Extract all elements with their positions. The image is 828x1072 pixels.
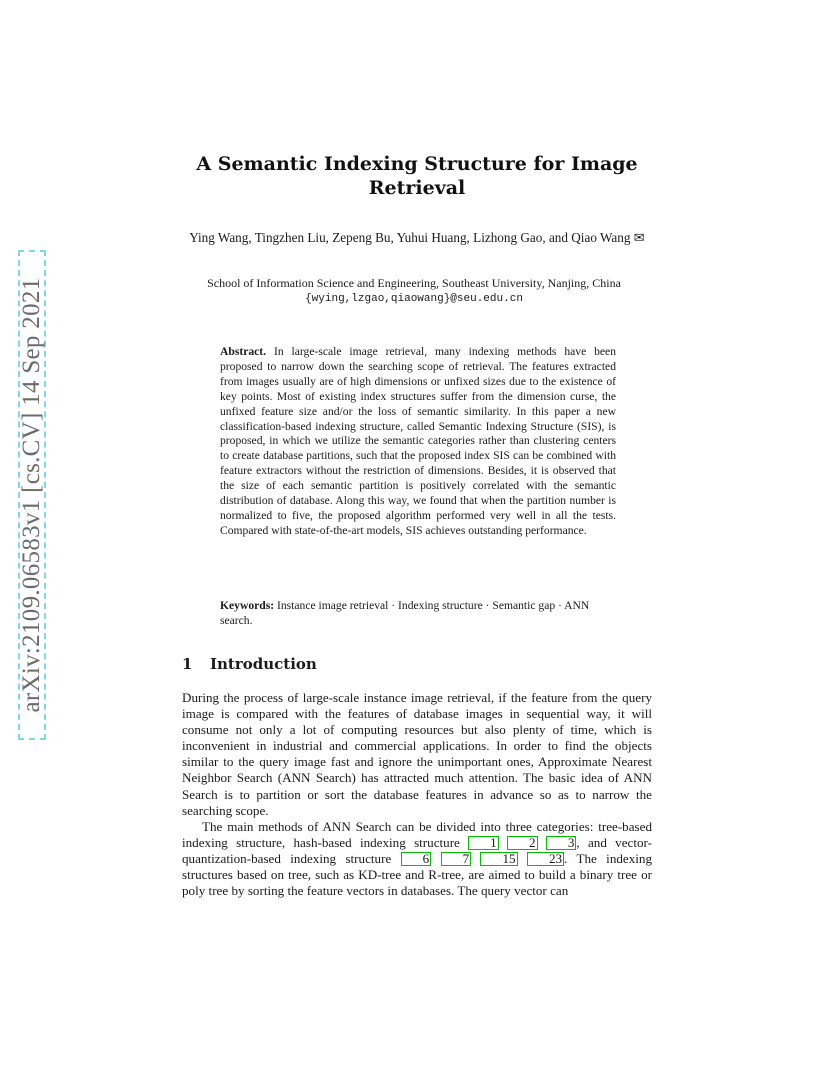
paper-title: A Semantic Indexing Structure for Image Retrieval — [196, 153, 638, 199]
keywords-text: Instance image retrieval · Indexing structure · Semantic gap · ANN search. — [220, 599, 590, 627]
paragraph: During the process of large-scale instance image retrieval, if the feature from the query image is compared with the features of database images in sequential way, it will consume not only a lot of computing resources but also plenty of time, which is inconvenient in industrial and commercial applications. In order to find the objects similar to the query image fast and ignore the unimportant ones, Approximate Nearest Neighbor Search (ANN Search) has attracted much attention. The basic idea of ANN Search is to partition or sort the database features in advance so as to narrow the searching scope. — [182, 690, 652, 818]
arxiv-side-stamp[interactable] — [18, 250, 46, 740]
citation-link[interactable]: 1 — [468, 836, 499, 850]
keywords — [220, 598, 616, 628]
citation-link[interactable]: 23 — [527, 852, 564, 866]
abstract — [220, 345, 616, 539]
affiliation: School of Information Science and Engineering, Southeast University, Nanjing, China — [207, 276, 621, 290]
abstract-label: Abstract. — [220, 345, 267, 358]
affiliation-block — [150, 275, 678, 307]
citation-link[interactable]: 7 — [441, 852, 472, 866]
section-heading — [182, 655, 317, 673]
citation-link[interactable]: 15 — [480, 852, 517, 866]
paragraph-text: The main methods of ANN Search can be divided into three categories: tree-based indexing structure, hash-based indexing structure — [182, 818, 652, 850]
section-number: 1 — [182, 655, 193, 673]
envelope-icon: ✉ — [633, 230, 645, 245]
citation-link[interactable]: 3 — [546, 836, 577, 850]
abstract-text: In large-scale image retrieval, many indexing methods have been proposed to narrow down the searching scope of retrieval. The features extracted from images usually are of high dimensions or unfixed sizes due to the existence of key points. Most of existing index structures suffer from the dimension curse, the unfixed feature size and/or the loss of semantic similarity. In this paper a new classification-based indexing structure, called Semantic Indexing Structure (SIS), is proposed, in which we utilize the semantic categories rather than clustering centers to create database partitions, such that the proposed index SIS can be combined with feature extractors without the restriction of dimensions. Besides, it is observed that the size of each semantic partition is positively correlated with the semantic distribution of database. Along this way, we found that when the partition number is normalized to five, the proposed algorithm performed very well in all the tests. Compared with state-of-the-art models, SIS achieves outstanding performance. — [220, 345, 616, 537]
arxiv-identifier[interactable]: arXiv:2109.06583v1 [cs.CV] 14 Sep 2021 — [18, 277, 45, 713]
author-names: Ying Wang, Tingzhen Liu, Zepeng Bu, Yuhui Huang, Lizhong Gao, and Qiao Wang — [189, 230, 631, 245]
section-title: Introduction — [210, 655, 317, 673]
citation-link[interactable]: 2 — [507, 836, 538, 850]
introduction-body — [182, 690, 652, 899]
author-emails: {wying,lzgao,qiaowang}@seu.edu.cn — [305, 293, 523, 305]
keywords-label: Keywords: — [220, 599, 275, 612]
paragraph-text: , and vector-quantization-based indexing structure — [182, 834, 652, 866]
paragraph — [182, 819, 652, 899]
paragraph-text: . The indexing structures based on tree, such as KD-tree and R-tree, are aimed to build a binary tree or poly tree by sorting the feature vectors in databases. The query vector can — [182, 850, 652, 899]
author-list — [180, 229, 654, 246]
citation-link[interactable]: 6 — [401, 852, 432, 866]
